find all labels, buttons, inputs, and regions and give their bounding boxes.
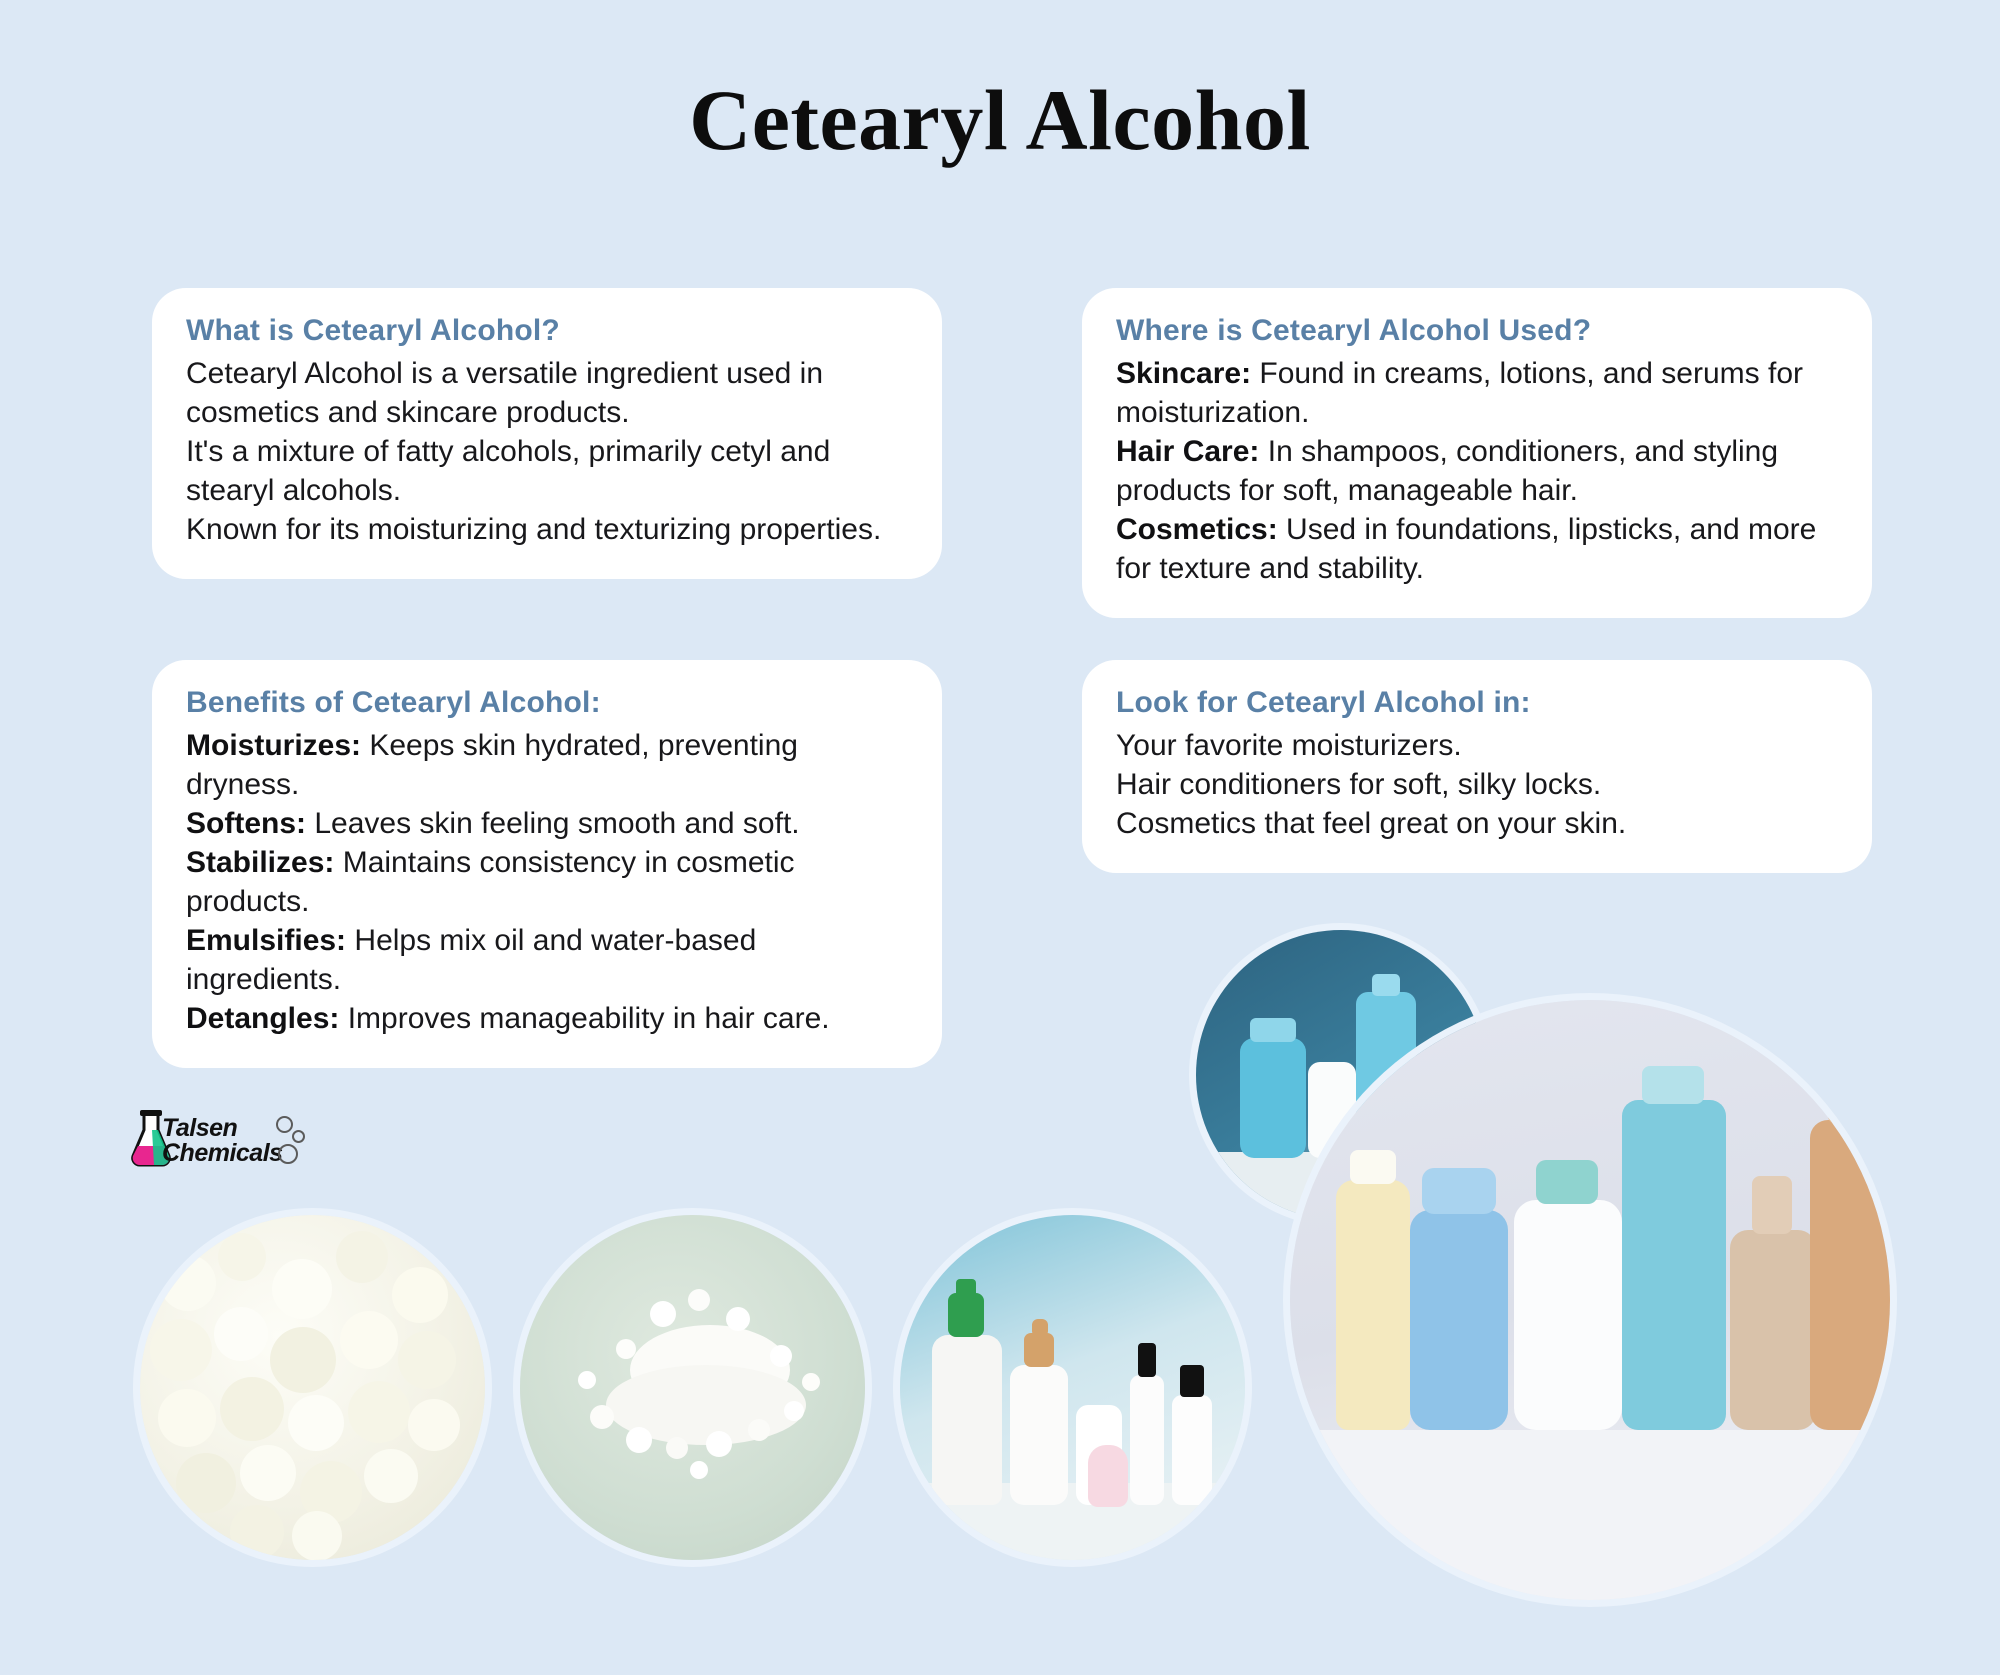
card-benefits-item-text: Improves manageability in hair care. (339, 1002, 830, 1035)
card-look-heading: Look for Cetearyl Alcohol in: (1116, 686, 1531, 719)
card-where-heading: Where is Cetearyl Alcohol Used? (1116, 314, 1592, 347)
card-where-item-label: Cosmetics: (1116, 513, 1278, 546)
white-pellets-on-green-photo (520, 1215, 865, 1560)
bubble-icon (292, 1130, 305, 1143)
logo-wordmark (162, 1116, 283, 1166)
card-benefits-item (186, 999, 908, 1038)
card-benefits-item-text: Keeps skin hydrated, preventing dryness. (186, 729, 798, 801)
white-pellets-photo (140, 1215, 485, 1560)
card-where-item (1116, 510, 1838, 588)
bubble-icon (276, 1116, 293, 1133)
card-benefits-item (186, 804, 908, 843)
card-benefits-item-label: Emulsifies: (186, 924, 347, 957)
card-where-item-label: Hair Care: (1116, 435, 1260, 468)
page-title: Cetearyl Alcohol (689, 72, 1311, 168)
card-what-line-1: Cetearyl Alcohol is a versatile ingredient used in cosmetics and skincare products. (186, 357, 824, 429)
card-benefits-item-label: Softens: (186, 807, 306, 840)
card-benefits-item-text: Maintains consistency in cosmetic products. (186, 846, 795, 918)
card-benefits-item (186, 921, 908, 999)
card-benefits-item-label: Detangles: (186, 1002, 340, 1035)
card-where-item-label: Skincare: (1116, 357, 1252, 390)
card-look-for (1082, 660, 1872, 873)
logo-line-1: Talsen (162, 1114, 238, 1142)
card-benefits-item-label: Moisturizes: (186, 729, 362, 762)
card-what-heading: What is Cetearyl Alcohol? (186, 314, 560, 347)
card-where-item (1116, 432, 1838, 510)
card-look-line-1: Your favorite moisturizers. (1116, 729, 1462, 762)
card-benefits-item (186, 726, 908, 804)
card-benefits-item (186, 843, 908, 921)
card-what-line-3: Known for its moisturizing and texturizing properties. (186, 513, 882, 546)
card-what-line-2: It's a mixture of fatty alcohols, primarily cetyl and stearyl alcohols. (186, 435, 831, 507)
bubble-icon (278, 1144, 298, 1164)
logo-line-2: Chemicals (162, 1139, 283, 1167)
card-where-item (1116, 354, 1838, 432)
card-where-item-text: In shampoos, conditioners, and styling products for soft, manageable hair. (1116, 435, 1779, 507)
card-benefits (152, 660, 942, 1068)
cosmetic-bottles-large-photo (1290, 1000, 1890, 1600)
card-look-line-3: Cosmetics that feel great on your skin. (1116, 807, 1627, 840)
card-benefits-heading: Benefits of Cetearyl Alcohol: (186, 686, 601, 719)
card-where-used (1082, 288, 1872, 618)
card-benefits-item-label: Stabilizes: (186, 846, 335, 879)
card-benefits-item-text: Helps mix oil and water-based ingredients. (186, 924, 757, 996)
card-where-item-text: Used in foundations, lipsticks, and more for texture and stability. (1116, 513, 1817, 585)
card-benefits-item-text: Leaves skin feeling smooth and soft. (306, 807, 800, 840)
cosmetic-bottles-group-photo (900, 1215, 1245, 1560)
card-look-line-2: Hair conditioners for soft, silky locks. (1116, 768, 1602, 801)
card-what-is (152, 288, 942, 579)
brand-logo (128, 1110, 308, 1190)
card-where-item-text: Found in creams, lotions, and serums for moisturization. (1116, 357, 1803, 429)
